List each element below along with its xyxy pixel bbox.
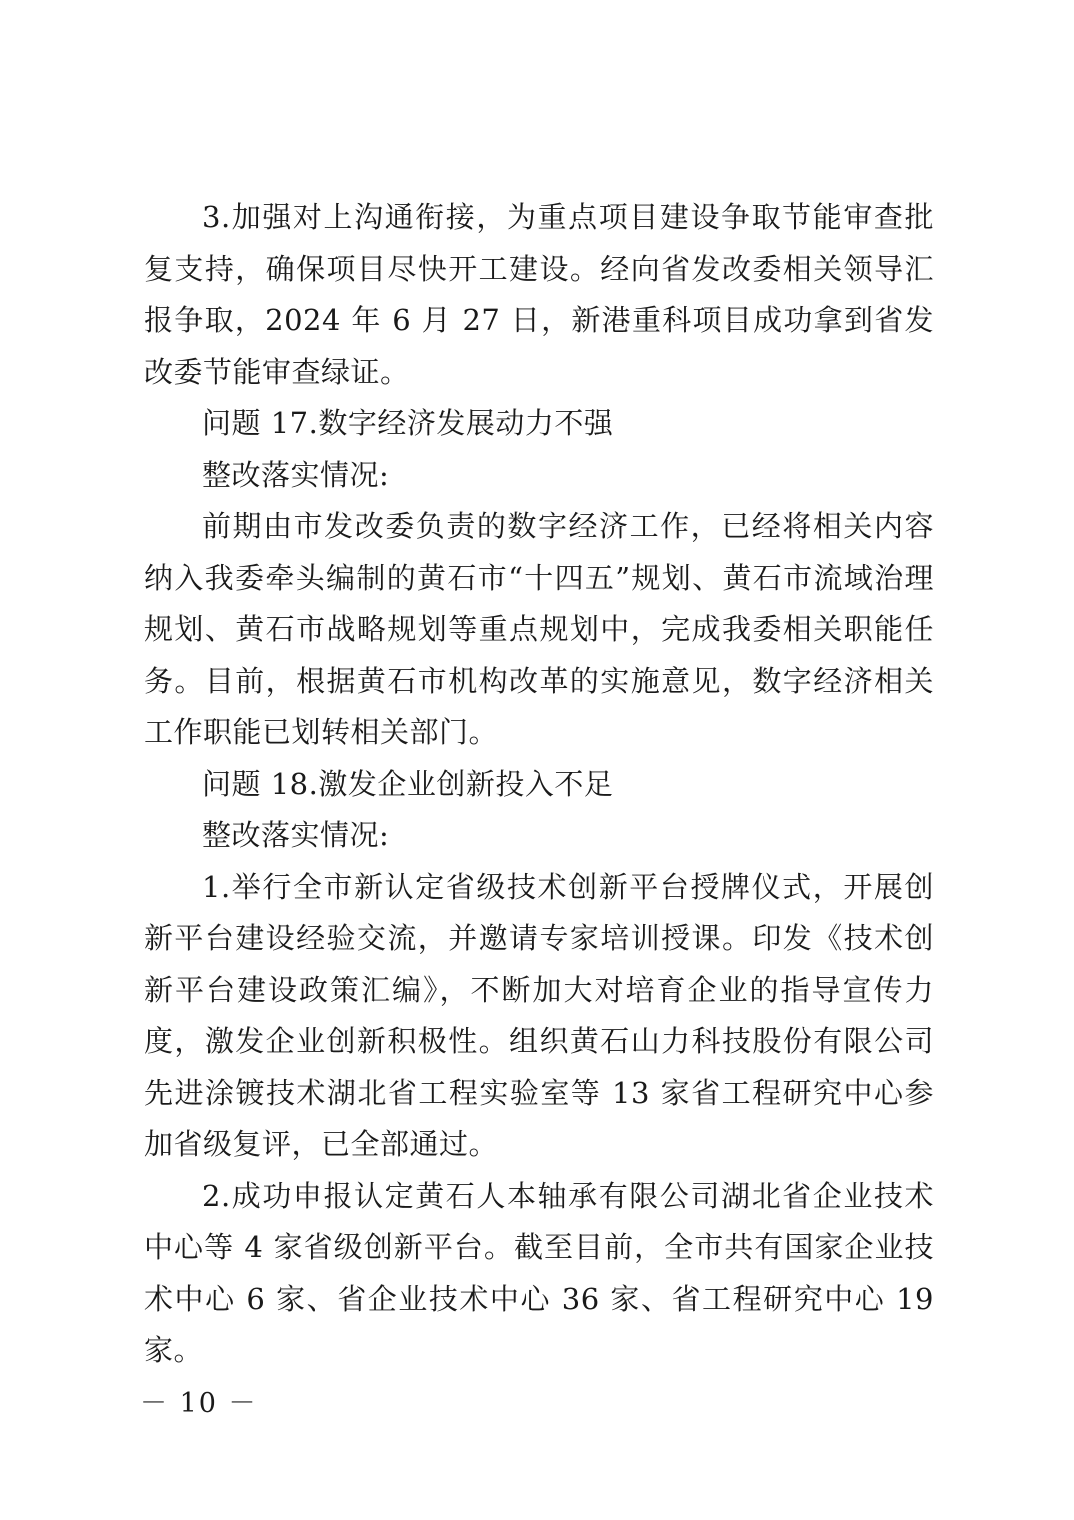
paragraph-energy-review: 3.加强对上沟通衔接，为重点项目建设争取节能审查批复支持，确保项目尽快开工建设。经向省发改委相关领导汇报争取，2024 年 6 月 27 日，新港重科项目成功拿到省发改委节能审查绿证。 <box>144 200 934 389</box>
paragraph-platform-certification: 2.成功申报认定黄石人本轴承有限公司湖北省企业技术中心等 4 家省级创新平台。截至目前，全市共有国家企业技术中心 6 家、省企业技术中心 36 家、省工程研究中心 19 家。 <box>144 1178 934 1367</box>
rectification-status-label: 整改落实情况: <box>202 457 390 492</box>
paragraph-innovation-platforms: 1.举行全市新认定省级技术创新平台授牌仪式，开展创新平台建设经验交流，并邀请专家培训授课。印发《技术创新平台建设政策汇编》，不断加大对培育企业的指导宣传力度，激发企业创新积极性。组织黄石山力科技股份有限公司先进涂镀技术湖北省工程实验室等 13 家省工程研究中心参加省级复评，已全部通过。 <box>144 869 934 1161</box>
issue-18-heading: 问题 18.激发企业创新投入不足 <box>202 766 614 801</box>
rectification-status-label: 整改落实情况: <box>202 818 390 852</box>
issue-17-heading: 问题 17.数字经济发展动力不强 <box>202 406 614 440</box>
document-body <box>144 192 934 1377</box>
page-number: － 10 － <box>140 1388 258 1419</box>
paragraph-digital-economy: 前期由市发改委负责的数字经济工作，已经将相关内容纳入我委牵头编制的黄石市“十四五”规划、黄石市流域治理规划、黄石市战略规划等重点规划中，完成我委相关职能任务。目前，根据黄石市机构改革的实施意见，数字经济相关工作职能已划转相关部门。 <box>144 509 934 749</box>
